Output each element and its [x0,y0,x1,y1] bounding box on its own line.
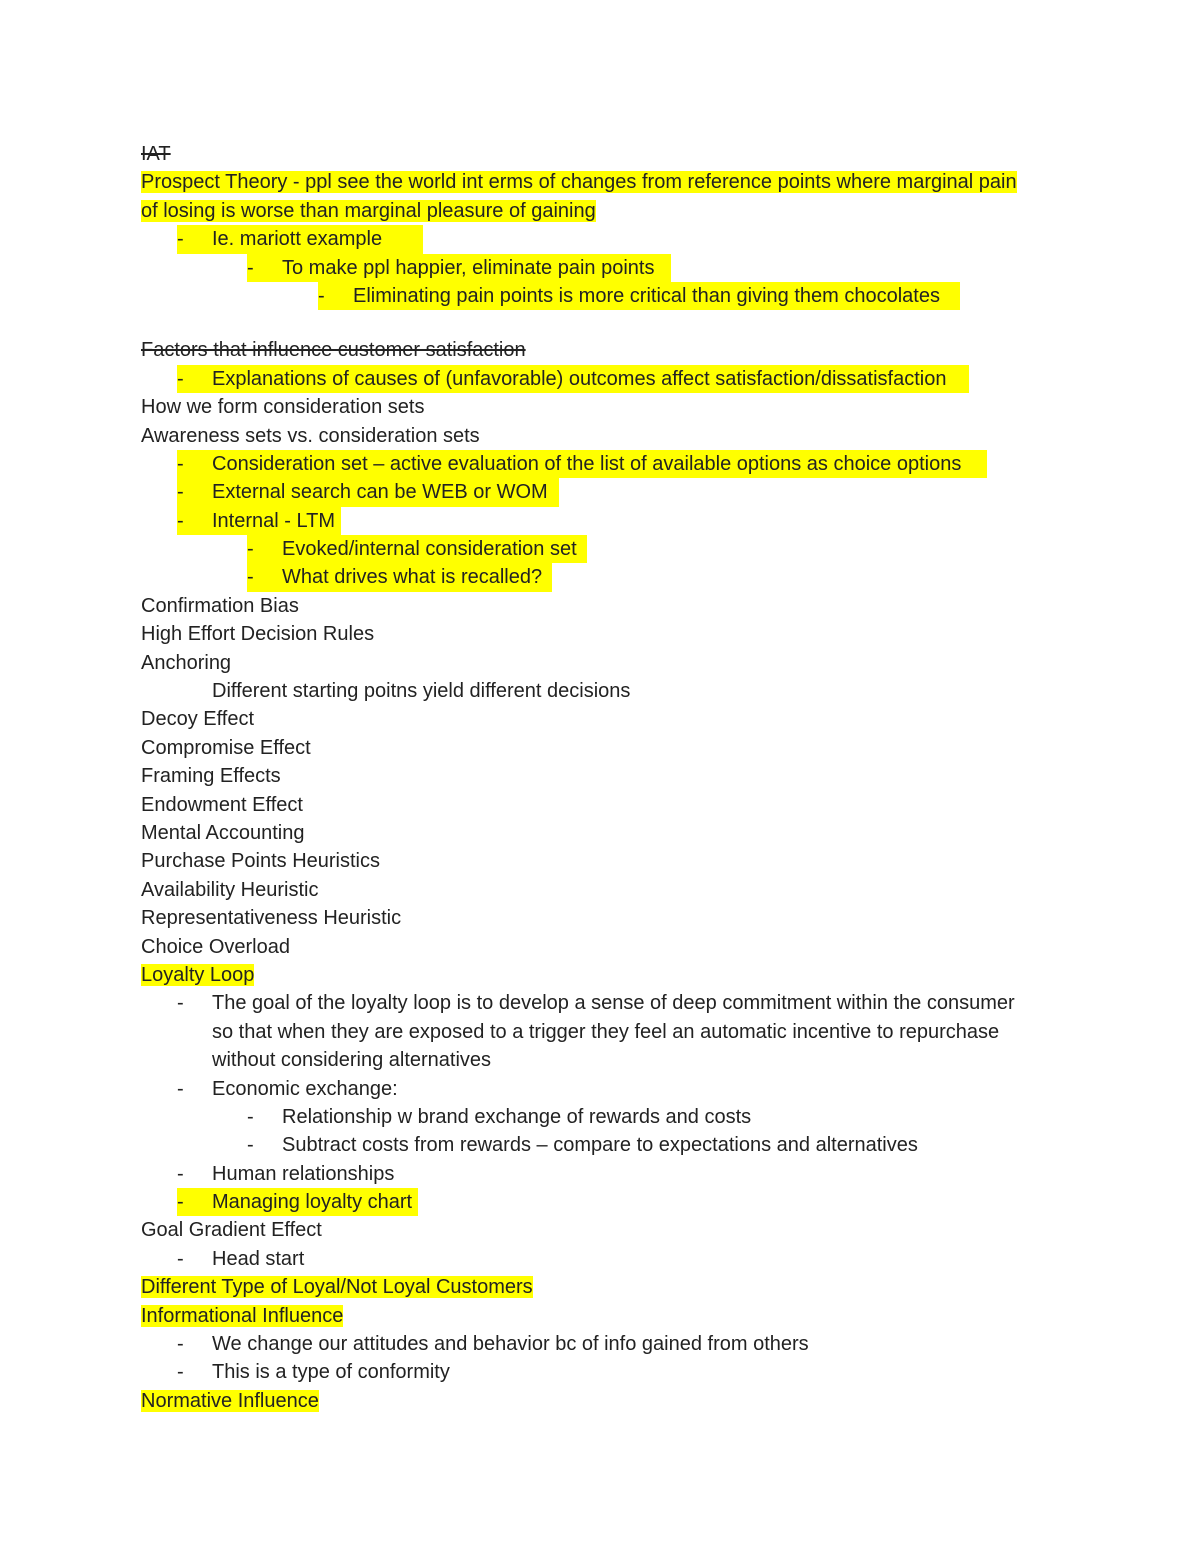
heading-availability [141,876,1061,904]
prospect-theory-line-2 [141,197,1061,225]
bullet-dash: - [177,1077,184,1100]
line-text: How we form consideration sets [141,396,425,419]
list-item-text: without considering alternatives [212,1049,492,1072]
heading-high-effort [141,620,1061,648]
list-item [141,989,1061,1017]
list-item-text: External search can be WEB or WOM [212,481,548,504]
list-item-text: Evoked/internal consideration set [282,538,577,561]
heading-framing [141,762,1061,790]
heading-loyalty-loop [141,961,1061,989]
blank-line [141,310,1061,336]
heading-iat [141,140,1061,168]
list-item [141,1330,1061,1358]
list-item [141,1131,1061,1159]
line-text: Awareness sets vs. consideration sets [141,424,480,447]
heading-normative [141,1387,1061,1415]
line-text: Confirmation Bias [141,594,299,617]
heading-loyal-types [141,1273,1061,1301]
bullet-dash: - [177,367,184,390]
list-item [141,1188,1061,1216]
list-item-text: Economic exchange: [212,1077,398,1100]
list-item-text: Internal - LTM [212,509,335,532]
heading-confirmation-bias [141,592,1061,620]
list-item-text: so that when they are exposed to a trigger they feel an automatic incentive to repurchase [212,1020,1000,1043]
line-text: Compromise Effect [141,736,311,759]
heading-endowment [141,791,1061,819]
bullet-dash: - [177,992,184,1015]
list-item [141,535,1061,563]
line-text: Loyalty Loop [141,963,255,986]
list-item-text: The goal of the loyalty loop is to develop a sense of deep commitment within the consumer [212,992,1015,1015]
list-item [141,1245,1061,1273]
prospect-theory-line-1 [141,168,1061,196]
heading-purchase-points [141,847,1061,875]
list-item-text: This is a type of conformity [212,1361,450,1384]
heading-anchoring [141,649,1061,677]
heading-mental-accounting [141,819,1061,847]
line-text: Representativeness Heuristic [141,907,402,930]
line-text: Availability Heuristic [141,878,319,901]
list-item-text: Consideration set – active evaluation of the list of available options as choice options [212,452,962,475]
list-item-continuation [141,1046,1061,1074]
heading-factors [141,336,1061,364]
line-text: Choice Overload [141,935,290,958]
heading-decoy [141,705,1061,733]
heading-compromise [141,734,1061,762]
bullet-dash: - [177,1247,184,1270]
bullet-dash: - [177,452,184,475]
line-text: High Effort Decision Rules [141,623,375,646]
line-text: Different Type of Loyal/Not Loyal Customers [141,1276,533,1299]
heading-representativeness [141,904,1061,932]
line-text: Endowment Effect [141,793,303,816]
line-text: Framing Effects [141,765,281,788]
list-item-text: What drives what is recalled? [282,566,543,589]
list-item [141,1103,1061,1131]
heading-consideration-sets [141,393,1061,421]
list-item [141,282,1061,310]
list-item-text: Ie. mariott example [212,228,383,251]
list-item-text: Eliminating pain points is more critical than giving them chocolates [353,284,940,307]
list-item-text: We change our attitudes and behavior bc of info gained from others [212,1333,809,1356]
list-item [141,1075,1061,1103]
line-text: Informational Influence [141,1304,344,1327]
list-item [141,1358,1061,1386]
list-item-text: Human relationships [212,1162,395,1185]
bullet-dash: - [177,228,184,251]
line-text: Prospect Theory - ppl see the world int erms of changes from reference points where marginal pain [141,171,1017,194]
bullet-dash: - [247,1134,254,1157]
line-text: Factors that influence customer satisfaction [141,339,526,362]
list-item [141,507,1061,535]
bullet-dash: - [177,1162,184,1185]
bullet-dash: - [177,1333,184,1356]
bullet-dash: - [247,256,254,279]
line-text: Different starting poitns yield different decisions [212,680,631,703]
list-item [141,563,1061,591]
bullet-dash: - [177,481,184,504]
line-text: Goal Gradient Effect [141,1219,322,1242]
list-item-text: Managing loyalty chart [212,1191,413,1214]
heading-informational [141,1302,1061,1330]
notes-body [141,140,1061,1415]
anchoring-detail [141,677,1061,705]
line-text: of losing is worse than marginal pleasure of gaining [141,199,596,222]
line-text: Normative Influence [141,1389,319,1412]
list-item-continuation [141,1018,1061,1046]
bullet-dash: - [177,509,184,532]
line-text: Mental Accounting [141,821,305,844]
line-text: Anchoring [141,651,232,674]
bullet-dash: - [247,1105,254,1128]
list-item [141,225,1061,253]
bullet-dash: - [177,1361,184,1384]
bullet-dash: - [177,1191,184,1214]
list-item [141,254,1061,282]
line-text: Decoy Effect [141,708,255,731]
list-item [141,365,1061,393]
line-text: IAT [141,143,171,165]
heading-choice-overload [141,933,1061,961]
list-item-text: Subtract costs from rewards – compare to expectations and alternatives [282,1134,918,1157]
list-item-text: Explanations of causes of (unfavorable) outcomes affect satisfaction/dissatisfaction [212,367,947,390]
list-item [141,1160,1061,1188]
line-text: Purchase Points Heuristics [141,850,380,873]
list-item-text: Head start [212,1247,305,1270]
bullet-dash: - [318,284,325,307]
list-item [141,450,1061,478]
list-item-text: Relationship w brand exchange of rewards and costs [282,1105,752,1128]
bullet-dash: - [247,538,254,561]
bullet-dash: - [247,566,254,589]
heading-goal-gradient [141,1216,1061,1244]
list-item-text: To make ppl happier, eliminate pain points [282,256,655,279]
heading-awareness-sets [141,422,1061,450]
list-item [141,478,1061,506]
